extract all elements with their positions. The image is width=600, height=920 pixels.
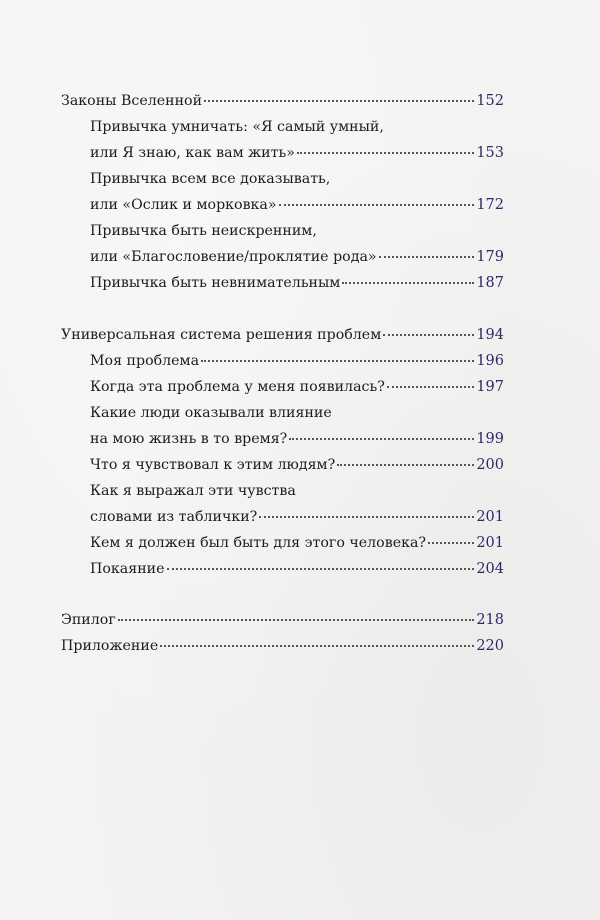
toc-page-number: 201 [476,509,504,525]
toc-entry-title: Моя проблема [90,353,200,369]
toc-page-number: 204 [476,561,504,577]
toc-page-number: 197 [476,379,504,395]
toc-entry-epilogue[interactable] [61,607,504,633]
toc-entry-title: или «Благословение/проклятие рода» [90,249,377,265]
toc-page-number: 179 [476,249,504,265]
toc-page-number: 172 [476,197,504,213]
toc-entry-title: Покаяние [90,561,165,577]
toc-entry-title: Когда эта проблема у меня появилась? [90,379,385,395]
toc-entry-influential-people[interactable] [61,426,504,452]
table-of-contents [61,88,504,659]
dot-leader [342,281,474,284]
toc-entry-habit-insincere[interactable] [61,244,504,270]
toc-entry-title: или Я знаю, как вам жить» [90,145,295,161]
toc-page-number: 201 [476,535,504,551]
dot-leader [259,515,474,518]
dot-leader [297,151,474,154]
toc-page-number: 152 [476,93,504,109]
toc-page-number: 220 [476,638,504,654]
dot-leader [379,255,475,258]
toc-entry-habit-clever[interactable] [61,140,504,166]
section-gap [61,296,504,322]
toc-entry-laws-of-universe[interactable] [61,88,504,114]
toc-entry-title: словами из таблички? [90,509,258,525]
toc-entry-appendix[interactable] [61,633,504,659]
dot-leader [337,463,474,466]
toc-entry-habit-prove[interactable] [61,192,504,218]
dot-leader [201,359,474,362]
toc-entry-title: или «Ослик и морковка» [90,197,277,213]
toc-entry-title: Что я чувствовал к этим людям? [90,457,336,473]
toc-entry-habit-inattentive[interactable] [61,270,504,296]
toc-page-number: 194 [476,327,504,343]
toc-entry-title-line: Привычка всем все доказывать, [90,171,331,187]
dot-leader [204,99,474,102]
toc-entry-title: на мою жизнь в то время? [90,431,288,447]
toc-page-number: 196 [476,353,504,369]
dot-leader [279,203,475,206]
toc-entry-my-problem[interactable] [61,348,504,374]
toc-page-number: 199 [476,431,504,447]
dot-leader [289,437,474,440]
toc-entry-feelings-to-people[interactable] [61,452,504,478]
toc-entry-title-line: Как я выражал эти чувства [90,483,296,499]
toc-entry-who-should-i-be[interactable] [61,530,504,556]
toc-page-number: 153 [476,145,504,161]
toc-entry-title: Законы Вселенной [61,93,203,109]
toc-entry-title-line: Привычка быть неискренним, [90,223,317,239]
toc-entry-title: Приложение [61,638,159,654]
dot-leader [387,385,475,388]
dot-leader [383,333,474,336]
toc-entry-problem-solving-system[interactable] [61,322,504,348]
section-gap [61,582,504,607]
toc-page-number: 218 [476,612,504,628]
dot-leader [167,567,475,570]
toc-entry-title: Привычка быть невнимательным [90,275,341,291]
toc-entry-title-line: Какие люди оказывали влияние [90,405,332,421]
toc-entry-title: Эпилог [61,612,116,628]
toc-entry-title: Универсальная система решения проблем [61,327,382,343]
toc-entry-express-feelings[interactable] [61,504,504,530]
toc-page-number: 200 [476,457,504,473]
toc-entry-title-line: Привычка умничать: «Я самый умный, [90,119,384,135]
toc-page-number: 187 [476,275,504,291]
dot-leader [160,644,474,647]
dot-leader [428,541,474,544]
toc-entry-title: Кем я должен был быть для этого человека? [90,535,427,551]
toc-entry-repentance[interactable] [61,556,504,582]
dot-leader [118,618,475,621]
toc-entry-when-problem-appeared[interactable] [61,374,504,400]
